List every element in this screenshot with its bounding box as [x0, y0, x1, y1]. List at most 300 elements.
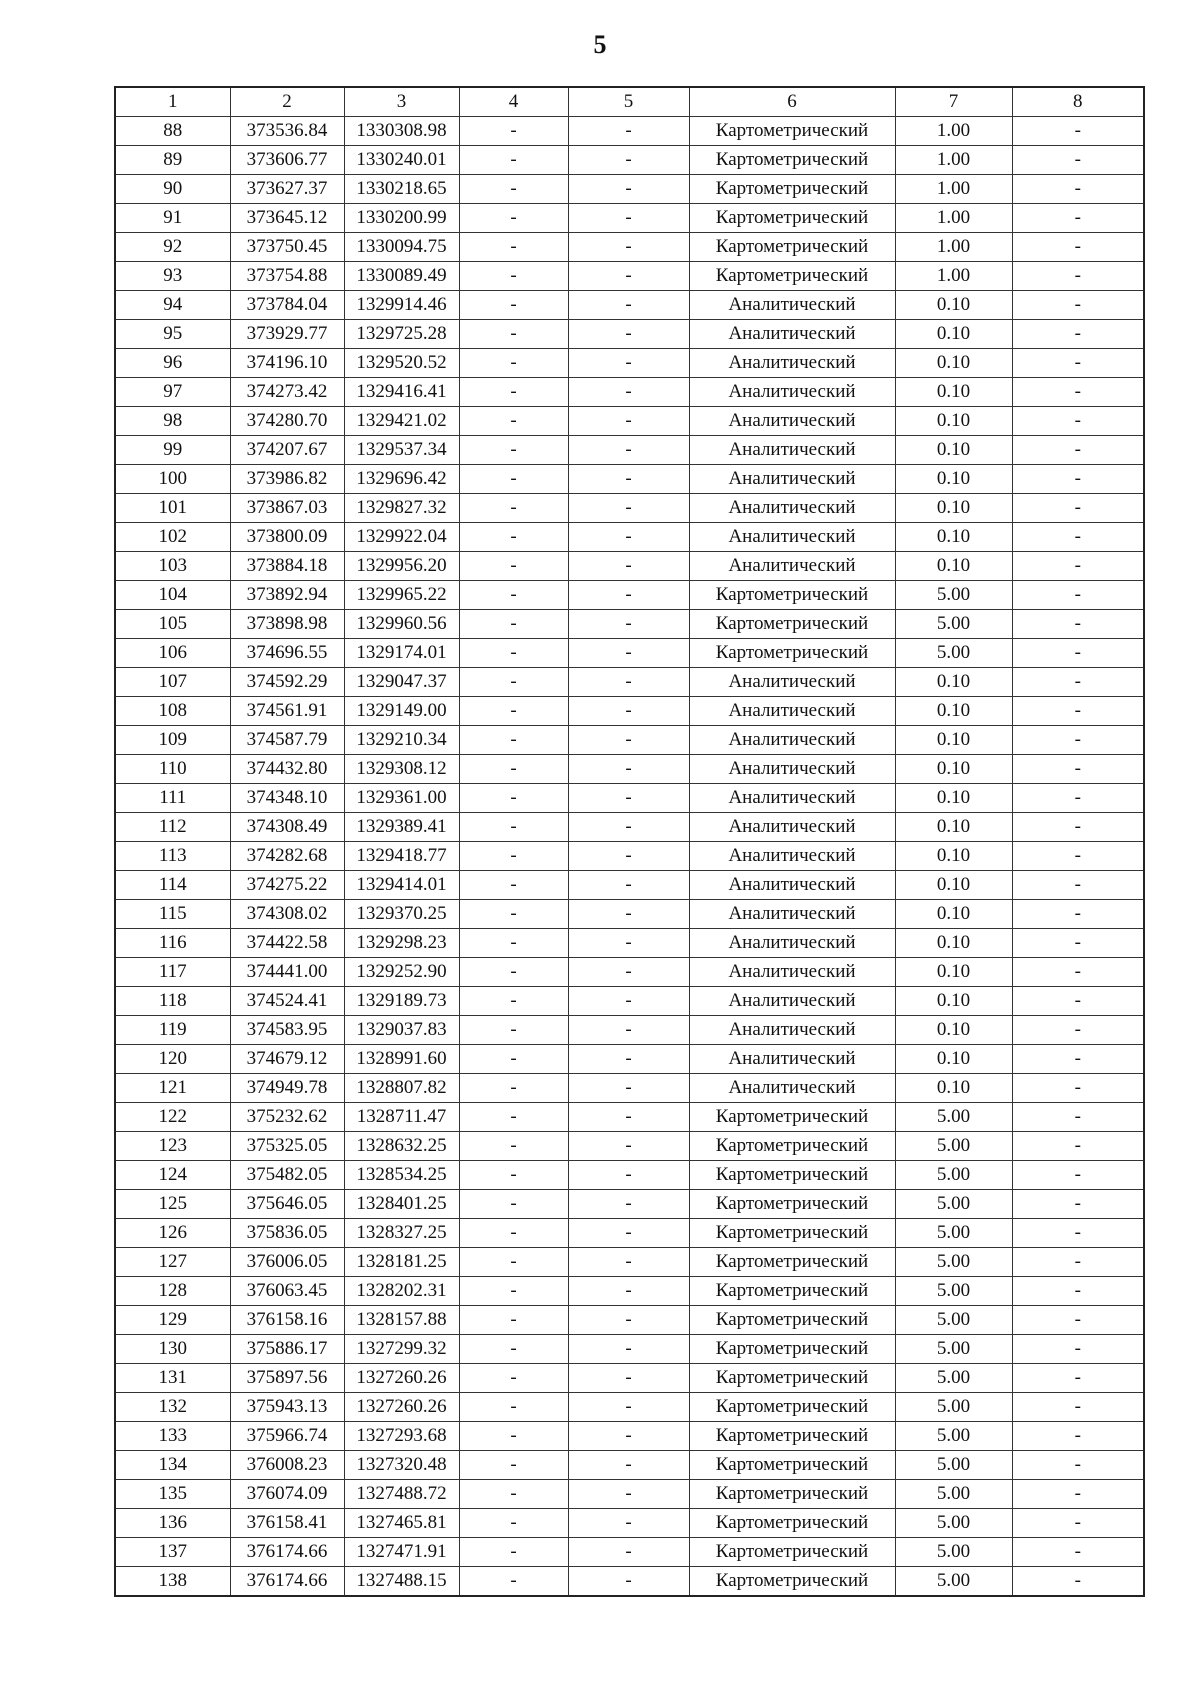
x-coordinate-cell: 376158.16	[230, 1306, 344, 1335]
col-4-cell: -	[459, 1248, 568, 1277]
col-8-cell: -	[1012, 1161, 1144, 1190]
x-coordinate-cell: 374583.95	[230, 1016, 344, 1045]
table-row	[115, 494, 1144, 523]
y-coordinate-cell: 1329418.77	[344, 842, 459, 871]
x-coordinate-cell: 374207.67	[230, 436, 344, 465]
point-number-cell: 102	[115, 523, 230, 552]
table-row	[115, 639, 1144, 668]
col-4-cell: -	[459, 1132, 568, 1161]
accuracy-cell: 5.00	[895, 1277, 1012, 1306]
col-5-cell: -	[568, 581, 689, 610]
method-cell: Аналитический	[689, 842, 895, 871]
x-coordinate-cell: 375232.62	[230, 1103, 344, 1132]
col-4-cell: -	[459, 262, 568, 291]
method-cell: Аналитический	[689, 755, 895, 784]
accuracy-cell: 0.10	[895, 929, 1012, 958]
method-cell: Аналитический	[689, 1016, 895, 1045]
y-coordinate-cell: 1329370.25	[344, 900, 459, 929]
point-number-cell: 131	[115, 1364, 230, 1393]
method-cell: Аналитический	[689, 1074, 895, 1103]
accuracy-cell: 0.10	[895, 668, 1012, 697]
accuracy-cell: 0.10	[895, 958, 1012, 987]
col-8-cell: -	[1012, 1219, 1144, 1248]
col-5-cell: -	[568, 291, 689, 320]
col-4-cell: -	[459, 291, 568, 320]
col-5-cell: -	[568, 1451, 689, 1480]
col-5-cell: -	[568, 1335, 689, 1364]
method-cell: Аналитический	[689, 813, 895, 842]
x-coordinate-cell: 374196.10	[230, 349, 344, 378]
col-4-cell: -	[459, 1306, 568, 1335]
point-number-cell: 91	[115, 204, 230, 233]
x-coordinate-cell: 373898.98	[230, 610, 344, 639]
table-row	[115, 378, 1144, 407]
y-coordinate-cell: 1329189.73	[344, 987, 459, 1016]
point-number-cell: 101	[115, 494, 230, 523]
method-cell: Аналитический	[689, 407, 895, 436]
table-row	[115, 291, 1144, 320]
table-row	[115, 1248, 1144, 1277]
col-5-cell: -	[568, 784, 689, 813]
method-cell: Картометрический	[689, 1190, 895, 1219]
col-5-cell: -	[568, 755, 689, 784]
x-coordinate-cell: 376006.05	[230, 1248, 344, 1277]
col-5-cell: -	[568, 1016, 689, 1045]
col-5-cell: -	[568, 175, 689, 204]
table-row	[115, 871, 1144, 900]
method-cell: Аналитический	[689, 465, 895, 494]
col-4-cell: -	[459, 755, 568, 784]
y-coordinate-cell: 1330089.49	[344, 262, 459, 291]
accuracy-cell: 1.00	[895, 262, 1012, 291]
col-5-cell: -	[568, 1132, 689, 1161]
col-4-cell: -	[459, 1161, 568, 1190]
col-8-cell: -	[1012, 1016, 1144, 1045]
x-coordinate-cell: 374422.58	[230, 929, 344, 958]
x-coordinate-cell: 375482.05	[230, 1161, 344, 1190]
col-5-cell: -	[568, 1219, 689, 1248]
x-coordinate-cell: 374308.02	[230, 900, 344, 929]
point-number-cell: 104	[115, 581, 230, 610]
point-number-cell: 125	[115, 1190, 230, 1219]
col-4-cell: -	[459, 900, 568, 929]
col-4-cell: -	[459, 1538, 568, 1567]
col-4-cell: -	[459, 117, 568, 146]
accuracy-cell: 0.10	[895, 1016, 1012, 1045]
y-coordinate-cell: 1327299.32	[344, 1335, 459, 1364]
y-coordinate-cell: 1328991.60	[344, 1045, 459, 1074]
accuracy-cell: 0.10	[895, 1045, 1012, 1074]
accuracy-cell: 5.00	[895, 1219, 1012, 1248]
table-row	[115, 1306, 1144, 1335]
col-8-cell: -	[1012, 1074, 1144, 1103]
table-row	[115, 1190, 1144, 1219]
x-coordinate-cell: 374441.00	[230, 958, 344, 987]
col-8-cell: -	[1012, 755, 1144, 784]
x-coordinate-cell: 374273.42	[230, 378, 344, 407]
col-4-cell: -	[459, 1335, 568, 1364]
col-4-cell: -	[459, 639, 568, 668]
accuracy-cell: 1.00	[895, 117, 1012, 146]
table-row	[115, 1335, 1144, 1364]
col-8-cell: -	[1012, 697, 1144, 726]
y-coordinate-cell: 1329520.52	[344, 349, 459, 378]
table-row	[115, 610, 1144, 639]
col-8-cell: -	[1012, 465, 1144, 494]
method-cell: Аналитический	[689, 900, 895, 929]
method-cell: Картометрический	[689, 175, 895, 204]
page-number: 5	[593, 30, 607, 59]
accuracy-cell: 0.10	[895, 407, 1012, 436]
point-number-cell: 121	[115, 1074, 230, 1103]
table-row	[115, 1393, 1144, 1422]
accuracy-cell: 0.10	[895, 465, 1012, 494]
table-row	[115, 900, 1144, 929]
method-cell: Картометрический	[689, 1219, 895, 1248]
table-row	[115, 1045, 1144, 1074]
col-8-cell: -	[1012, 291, 1144, 320]
accuracy-cell: 5.00	[895, 1393, 1012, 1422]
y-coordinate-cell: 1328632.25	[344, 1132, 459, 1161]
point-number-cell: 132	[115, 1393, 230, 1422]
x-coordinate-cell: 374679.12	[230, 1045, 344, 1074]
point-number-cell: 90	[115, 175, 230, 204]
col-5-cell: -	[568, 262, 689, 291]
method-cell: Картометрический	[689, 233, 895, 262]
point-number-cell: 98	[115, 407, 230, 436]
x-coordinate-cell: 374348.10	[230, 784, 344, 813]
point-number-cell: 96	[115, 349, 230, 378]
x-coordinate-cell: 375943.13	[230, 1393, 344, 1422]
col-5-cell: -	[568, 465, 689, 494]
col-8-cell: -	[1012, 1306, 1144, 1335]
col-5-cell: -	[568, 639, 689, 668]
col-5-cell: -	[568, 958, 689, 987]
x-coordinate-cell: 373867.03	[230, 494, 344, 523]
col-4-cell: -	[459, 987, 568, 1016]
point-number-cell: 133	[115, 1422, 230, 1451]
col-4-cell: -	[459, 523, 568, 552]
col-4-cell: -	[459, 1277, 568, 1306]
col-4-cell: -	[459, 1016, 568, 1045]
x-coordinate-cell: 376158.41	[230, 1509, 344, 1538]
col-4-cell: -	[459, 146, 568, 175]
y-coordinate-cell: 1330240.01	[344, 146, 459, 175]
col-8-cell: -	[1012, 1538, 1144, 1567]
col-5-cell: -	[568, 1509, 689, 1538]
col-5-cell: -	[568, 146, 689, 175]
point-number-cell: 120	[115, 1045, 230, 1074]
y-coordinate-cell: 1329210.34	[344, 726, 459, 755]
table-row	[115, 349, 1144, 378]
table-row	[115, 204, 1144, 233]
col-8-cell: -	[1012, 900, 1144, 929]
y-coordinate-cell: 1330094.75	[344, 233, 459, 262]
method-cell: Аналитический	[689, 697, 895, 726]
col-4-cell: -	[459, 697, 568, 726]
col-5-cell: -	[568, 1306, 689, 1335]
x-coordinate-cell: 373884.18	[230, 552, 344, 581]
point-number-cell: 136	[115, 1509, 230, 1538]
accuracy-cell: 0.10	[895, 320, 1012, 349]
col-4-cell: -	[459, 1567, 568, 1597]
col-4-cell: -	[459, 1393, 568, 1422]
accuracy-cell: 0.10	[895, 755, 1012, 784]
x-coordinate-cell: 375897.56	[230, 1364, 344, 1393]
y-coordinate-cell: 1329537.34	[344, 436, 459, 465]
accuracy-cell: 5.00	[895, 1422, 1012, 1451]
table-row	[115, 320, 1144, 349]
y-coordinate-cell: 1329914.46	[344, 291, 459, 320]
point-number-cell: 111	[115, 784, 230, 813]
col-4-cell: -	[459, 436, 568, 465]
point-number-cell: 118	[115, 987, 230, 1016]
col-5-cell: -	[568, 494, 689, 523]
accuracy-cell: 0.10	[895, 1074, 1012, 1103]
col-5-cell: -	[568, 668, 689, 697]
coordinates-table	[114, 86, 1145, 1597]
col-5-cell: -	[568, 378, 689, 407]
y-coordinate-cell: 1328202.31	[344, 1277, 459, 1306]
x-coordinate-cell: 373754.88	[230, 262, 344, 291]
x-coordinate-cell: 374561.91	[230, 697, 344, 726]
accuracy-cell: 5.00	[895, 1567, 1012, 1597]
method-cell: Аналитический	[689, 668, 895, 697]
col-5-cell: -	[568, 349, 689, 378]
point-number-cell: 113	[115, 842, 230, 871]
method-cell: Картометрический	[689, 1509, 895, 1538]
col-4-cell: -	[459, 610, 568, 639]
point-number-cell: 114	[115, 871, 230, 900]
table-row	[115, 1509, 1144, 1538]
table-row	[115, 146, 1144, 175]
x-coordinate-cell: 376174.66	[230, 1567, 344, 1597]
col-4-cell: -	[459, 581, 568, 610]
col-8-cell: -	[1012, 610, 1144, 639]
accuracy-cell: 0.10	[895, 842, 1012, 871]
point-number-cell: 95	[115, 320, 230, 349]
col-4-cell: -	[459, 320, 568, 349]
table-row	[115, 1480, 1144, 1509]
accuracy-cell: 0.10	[895, 784, 1012, 813]
table-row	[115, 1364, 1144, 1393]
y-coordinate-cell: 1329416.41	[344, 378, 459, 407]
col-8-cell: -	[1012, 146, 1144, 175]
point-number-cell: 124	[115, 1161, 230, 1190]
table-row	[115, 1422, 1144, 1451]
method-cell: Аналитический	[689, 436, 895, 465]
table-header	[115, 87, 1144, 117]
col-8-cell: -	[1012, 958, 1144, 987]
table-row	[115, 987, 1144, 1016]
y-coordinate-cell: 1329956.20	[344, 552, 459, 581]
method-cell: Картометрический	[689, 1132, 895, 1161]
col-4-cell: -	[459, 668, 568, 697]
method-cell: Аналитический	[689, 523, 895, 552]
column-header-8: 8	[1012, 87, 1144, 117]
method-cell: Картометрический	[689, 1277, 895, 1306]
col-4-cell: -	[459, 1509, 568, 1538]
method-cell: Картометрический	[689, 1480, 895, 1509]
y-coordinate-cell: 1329414.01	[344, 871, 459, 900]
accuracy-cell: 0.10	[895, 726, 1012, 755]
point-number-cell: 116	[115, 929, 230, 958]
point-number-cell: 110	[115, 755, 230, 784]
accuracy-cell: 0.10	[895, 494, 1012, 523]
col-5-cell: -	[568, 1190, 689, 1219]
point-number-cell: 106	[115, 639, 230, 668]
col-4-cell: -	[459, 349, 568, 378]
point-number-cell: 97	[115, 378, 230, 407]
table-row	[115, 1277, 1144, 1306]
y-coordinate-cell: 1329174.01	[344, 639, 459, 668]
point-number-cell: 128	[115, 1277, 230, 1306]
point-number-cell: 137	[115, 1538, 230, 1567]
col-5-cell: -	[568, 987, 689, 1016]
method-cell: Картометрический	[689, 639, 895, 668]
col-8-cell: -	[1012, 1567, 1144, 1597]
method-cell: Аналитический	[689, 320, 895, 349]
point-number-cell: 135	[115, 1480, 230, 1509]
method-cell: Картометрический	[689, 1393, 895, 1422]
point-number-cell: 93	[115, 262, 230, 291]
point-number-cell: 134	[115, 1451, 230, 1480]
method-cell: Картометрический	[689, 1364, 895, 1393]
col-4-cell: -	[459, 1364, 568, 1393]
table-row	[115, 1451, 1144, 1480]
col-4-cell: -	[459, 1190, 568, 1219]
x-coordinate-cell: 374280.70	[230, 407, 344, 436]
col-5-cell: -	[568, 726, 689, 755]
col-4-cell: -	[459, 465, 568, 494]
table-row	[115, 755, 1144, 784]
col-5-cell: -	[568, 407, 689, 436]
y-coordinate-cell: 1328181.25	[344, 1248, 459, 1277]
y-coordinate-cell: 1328327.25	[344, 1219, 459, 1248]
point-number-cell: 94	[115, 291, 230, 320]
accuracy-cell: 5.00	[895, 1161, 1012, 1190]
table-row	[115, 784, 1144, 813]
col-8-cell: -	[1012, 1277, 1144, 1306]
x-coordinate-cell: 375886.17	[230, 1335, 344, 1364]
y-coordinate-cell: 1330218.65	[344, 175, 459, 204]
point-number-cell: 99	[115, 436, 230, 465]
x-coordinate-cell: 376074.09	[230, 1480, 344, 1509]
col-5-cell: -	[568, 1074, 689, 1103]
col-4-cell: -	[459, 407, 568, 436]
table-row	[115, 436, 1144, 465]
accuracy-cell: 5.00	[895, 1132, 1012, 1161]
y-coordinate-cell: 1327488.15	[344, 1567, 459, 1597]
x-coordinate-cell: 374949.78	[230, 1074, 344, 1103]
x-coordinate-cell: 373929.77	[230, 320, 344, 349]
method-cell: Картометрический	[689, 204, 895, 233]
method-cell: Аналитический	[689, 987, 895, 1016]
table-row	[115, 1016, 1144, 1045]
col-8-cell: -	[1012, 1190, 1144, 1219]
accuracy-cell: 5.00	[895, 1248, 1012, 1277]
y-coordinate-cell: 1329389.41	[344, 813, 459, 842]
table-row	[115, 523, 1144, 552]
col-4-cell: -	[459, 1480, 568, 1509]
method-cell: Картометрический	[689, 581, 895, 610]
col-5-cell: -	[568, 871, 689, 900]
accuracy-cell: 0.10	[895, 900, 1012, 929]
col-5-cell: -	[568, 1161, 689, 1190]
method-cell: Аналитический	[689, 871, 895, 900]
col-4-cell: -	[459, 1451, 568, 1480]
point-number-cell: 112	[115, 813, 230, 842]
point-number-cell: 115	[115, 900, 230, 929]
table-row	[115, 175, 1144, 204]
col-5-cell: -	[568, 523, 689, 552]
col-4-cell: -	[459, 378, 568, 407]
x-coordinate-cell: 373606.77	[230, 146, 344, 175]
y-coordinate-cell: 1327293.68	[344, 1422, 459, 1451]
table-row	[115, 407, 1144, 436]
table-row	[115, 233, 1144, 262]
col-8-cell: -	[1012, 987, 1144, 1016]
method-cell: Аналитический	[689, 349, 895, 378]
y-coordinate-cell: 1329960.56	[344, 610, 459, 639]
col-8-cell: -	[1012, 117, 1144, 146]
col-5-cell: -	[568, 813, 689, 842]
accuracy-cell: 0.10	[895, 349, 1012, 378]
method-cell: Аналитический	[689, 1045, 895, 1074]
accuracy-cell: 5.00	[895, 610, 1012, 639]
x-coordinate-cell: 373892.94	[230, 581, 344, 610]
col-8-cell: -	[1012, 1335, 1144, 1364]
x-coordinate-cell: 374587.79	[230, 726, 344, 755]
col-8-cell: -	[1012, 842, 1144, 871]
table-row	[115, 1132, 1144, 1161]
y-coordinate-cell: 1329252.90	[344, 958, 459, 987]
x-coordinate-cell: 373645.12	[230, 204, 344, 233]
col-5-cell: -	[568, 1422, 689, 1451]
x-coordinate-cell: 374432.80	[230, 755, 344, 784]
col-8-cell: -	[1012, 349, 1144, 378]
x-coordinate-cell: 375966.74	[230, 1422, 344, 1451]
col-8-cell: -	[1012, 1451, 1144, 1480]
table-row	[115, 697, 1144, 726]
col-8-cell: -	[1012, 552, 1144, 581]
col-4-cell: -	[459, 552, 568, 581]
col-5-cell: -	[568, 842, 689, 871]
method-cell: Картометрический	[689, 610, 895, 639]
y-coordinate-cell: 1327471.91	[344, 1538, 459, 1567]
col-8-cell: -	[1012, 523, 1144, 552]
y-coordinate-cell: 1329308.12	[344, 755, 459, 784]
y-coordinate-cell: 1327260.26	[344, 1393, 459, 1422]
col-8-cell: -	[1012, 436, 1144, 465]
column-header-5: 5	[568, 87, 689, 117]
x-coordinate-cell: 376008.23	[230, 1451, 344, 1480]
table-row	[115, 813, 1144, 842]
y-coordinate-cell: 1329725.28	[344, 320, 459, 349]
column-header-4: 4	[459, 87, 568, 117]
table-row	[115, 958, 1144, 987]
col-4-cell: -	[459, 494, 568, 523]
method-cell: Аналитический	[689, 726, 895, 755]
x-coordinate-cell: 376063.45	[230, 1277, 344, 1306]
col-4-cell: -	[459, 1422, 568, 1451]
method-cell: Картометрический	[689, 262, 895, 291]
point-number-cell: 117	[115, 958, 230, 987]
col-4-cell: -	[459, 929, 568, 958]
col-8-cell: -	[1012, 1045, 1144, 1074]
col-8-cell: -	[1012, 407, 1144, 436]
col-5-cell: -	[568, 1567, 689, 1597]
